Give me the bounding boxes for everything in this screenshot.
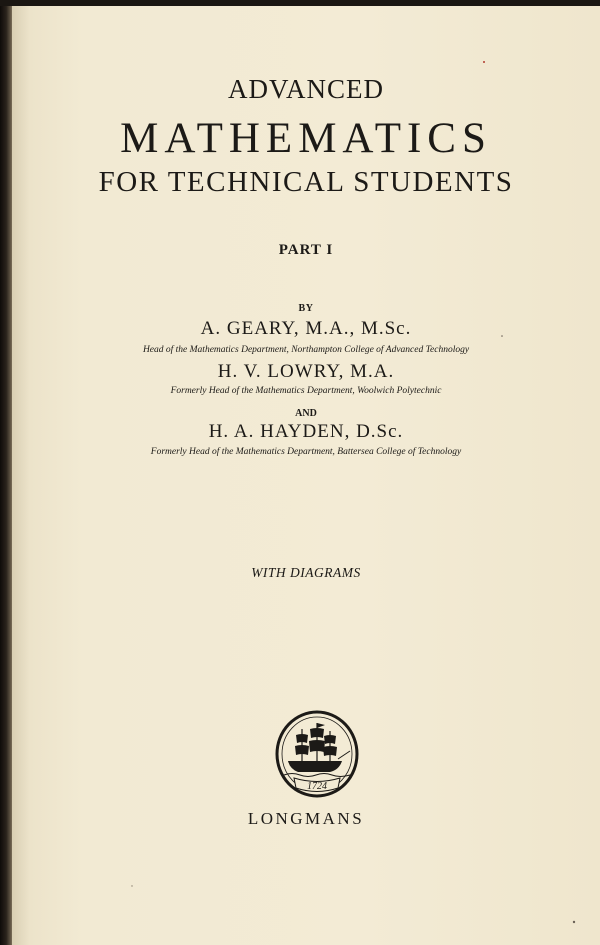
author-name-1: A. GEARY, M.A., M.Sc. [200,318,412,339]
ship-emblem-icon [272,709,362,799]
author-affiliation-3: Formerly Head of the Mathematics Department, Battersea College of Technology [150,447,462,457]
part-label: PART I [278,242,334,258]
publisher-name: LONGMANS [247,809,365,828]
and-label: AND [295,408,317,419]
author-name-3: H. A. HAYDEN, D.Sc. [208,421,404,442]
title-line-subtitle: FOR TECHNICAL STUDENTS [98,166,514,198]
title-line-advanced: ADVANCED [227,74,384,104]
author-name-2: H. V. LOWRY, M.A. [217,361,395,382]
author-affiliation-2: Formerly Head of the Mathematics Department, Woolwich Polytechnic [170,386,442,396]
author-affiliation-1: Head of the Mathematics Department, Northampton College of Advanced Technology [142,345,470,355]
emblem-year: 1724 [307,781,327,792]
title-page [12,6,600,945]
title-line-mathematics: MATHEMATICS [120,115,492,162]
with-diagrams-note: WITH DIAGRAMS [251,565,361,580]
by-label: BY [298,303,314,314]
